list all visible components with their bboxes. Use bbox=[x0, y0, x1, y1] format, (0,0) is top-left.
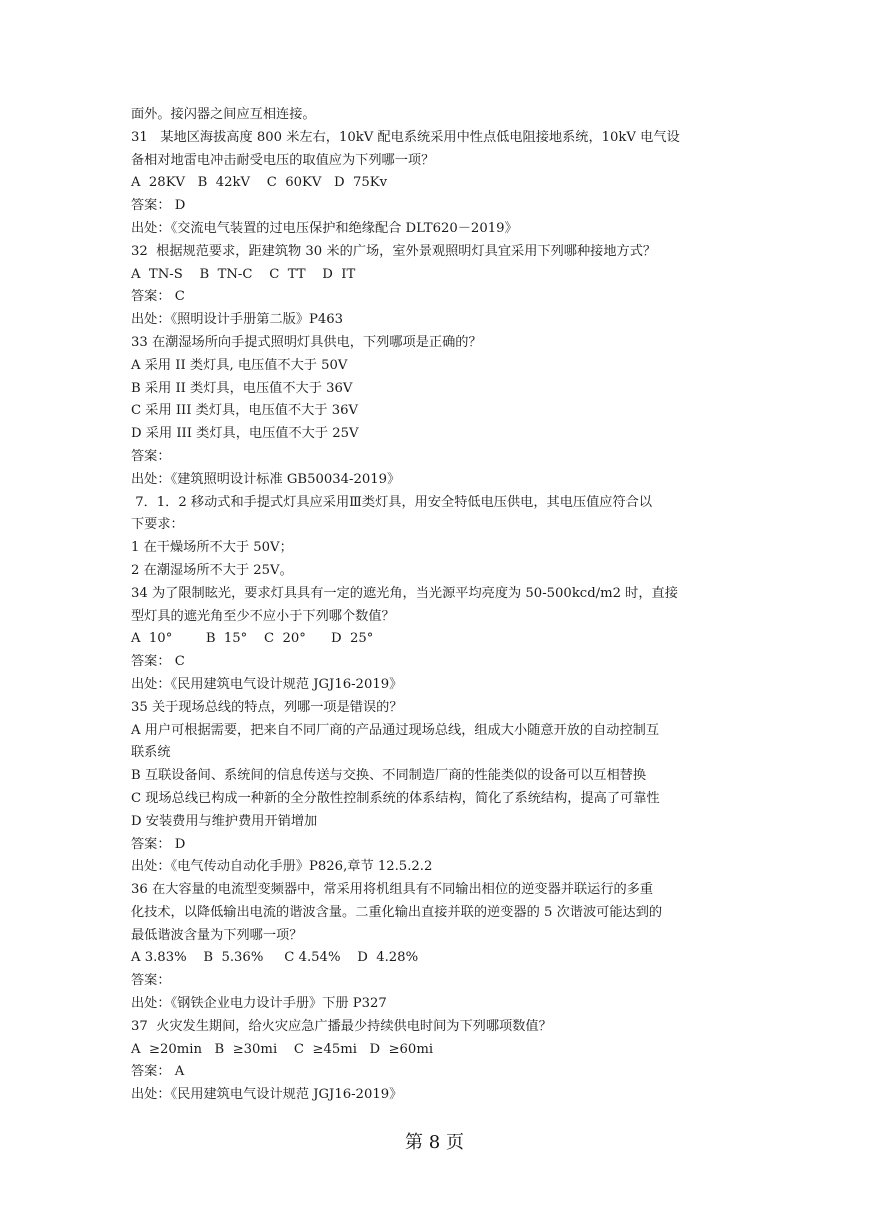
text-line: A 28KV B 42kV C 60KV D 75Kv bbox=[131, 175, 388, 191]
text-line: 36 在大容量的电流型变频器中，常采用将机组具有不同输出相位的逆变器并联运行的多重 bbox=[131, 882, 654, 898]
text-line: C 现场总线已构成一种新的全分散性控制系统的体系结构，简化了系统结构，提高了可靠性 bbox=[131, 790, 660, 806]
text-line: 备相对地雷电冲击耐受电压的取值应为下列哪一项？ bbox=[131, 152, 435, 168]
text-line: 化技术，以降低输出电流的谐波含量。二重化输出直接并联的逆变器的 5 次谐波可能达到的 bbox=[131, 904, 663, 920]
text-line: 答案： A bbox=[131, 1064, 185, 1080]
text-line: B 采用 II 类灯具，电压值不大于 36V bbox=[131, 380, 353, 396]
text-line: 答案： C bbox=[131, 289, 185, 305]
text-line: 最低谐波含量为下列哪一项？ bbox=[131, 927, 303, 943]
text-line: 2 在潮湿场所不大于 25V。 bbox=[131, 562, 293, 578]
text-line: A TN-S B TN-C C TT D IT bbox=[131, 266, 356, 282]
text-line: 答案： C bbox=[131, 654, 185, 670]
text-line: 出处：《民用建筑电气设计规范 JGJ16-2019》 bbox=[131, 676, 403, 692]
text-line: 33 在潮湿场所向手提式照明灯具供电，下列哪项是正确的？ bbox=[131, 334, 482, 350]
text-line: A 3.83% B 5.36% C 4.54% D 4.28% bbox=[131, 950, 419, 966]
text-line: A ≥20min B ≥30mi C ≥45mi D ≥60mi bbox=[131, 1041, 434, 1057]
page-body bbox=[131, 104, 741, 1107]
text-line: 出处：《建筑照明设计标准 GB50034-2019》 bbox=[131, 471, 401, 487]
text-line: D 采用 III 类灯具，电压值不大于 25V bbox=[131, 426, 359, 442]
text-line: 37 火灾发生期间，给火灾应急广播最少持续供电时间为下列哪项数值？ bbox=[131, 1018, 552, 1034]
text-line: 31 某地区海拔高度 800 米左右，10kV 配电系统采用中性点低电阻接地系统，10kV 电气设 bbox=[131, 129, 680, 145]
text-line: 出处：《电气传动自动化手册》P826,章节 12.5.2.2 bbox=[131, 859, 433, 875]
text-line: 出处：《钢铁企业电力设计手册》下册 P327 bbox=[131, 996, 387, 1012]
text-line: 出处：《交流电气装置的过电压保护和绝缘配合 DLT620－2019》 bbox=[131, 220, 518, 236]
text-line: A 采用 II 类灯具, 电压值不大于 50V bbox=[131, 357, 348, 373]
text-line: 32 根据规范要求，距建筑物 30 米的广场，室外景观照明灯具宜采用下列哪种接地方式？ bbox=[131, 243, 657, 259]
text-line: 出处：《照明设计手册第二版》P463 bbox=[131, 312, 344, 328]
text-line: 答案： D bbox=[131, 198, 186, 214]
text-line: 7．1．2 移动式和手提式灯具应采用Ⅲ类灯具，用安全特低电压供电，其电压值应符合以 bbox=[131, 494, 653, 510]
text-line: 答案： bbox=[131, 448, 171, 464]
text-line: 答案： D bbox=[131, 836, 186, 852]
text-line: 35 关于现场总线的特点，列哪一项是错误的？ bbox=[131, 699, 403, 715]
text-line: 型灯具的遮光角至少不应小于下列哪个数值？ bbox=[131, 608, 395, 624]
text-line: 下要求： bbox=[131, 517, 184, 533]
text-line: 联系统 bbox=[131, 745, 171, 761]
text-line: 面外。接闪器之间应互相连接。 bbox=[131, 107, 316, 122]
text-line: 34 为了限制眩光，要求灯具具有一定的遮光角，当光源平均亮度为 50-500kcd/m2 时，直接 bbox=[131, 585, 678, 601]
page-number: 第 8 页 bbox=[405, 1132, 464, 1153]
text-line: A 10° B 15° C 20° D 25° bbox=[131, 631, 374, 647]
text-line: 出处：《民用建筑电气设计规范 JGJ16-2019》 bbox=[131, 1087, 403, 1103]
text-line: A 用户可根据需要，把来自不同厂商的产品通过现场总线，组成大小随意开放的自动控制互 bbox=[131, 722, 660, 738]
text-line: D 安装费用与维护费用开销增加 bbox=[131, 813, 318, 829]
text-line: 1 在干燥场所不大于 50V； bbox=[131, 540, 293, 556]
text-line: C 采用 III 类灯具，电压值不大于 36V bbox=[131, 403, 359, 419]
text-line: 答案： bbox=[131, 973, 171, 989]
text-line: B 互联设备间、系统间的信息传送与交换、不同制造厂商的性能类似的设备可以互相替换 bbox=[131, 768, 647, 784]
